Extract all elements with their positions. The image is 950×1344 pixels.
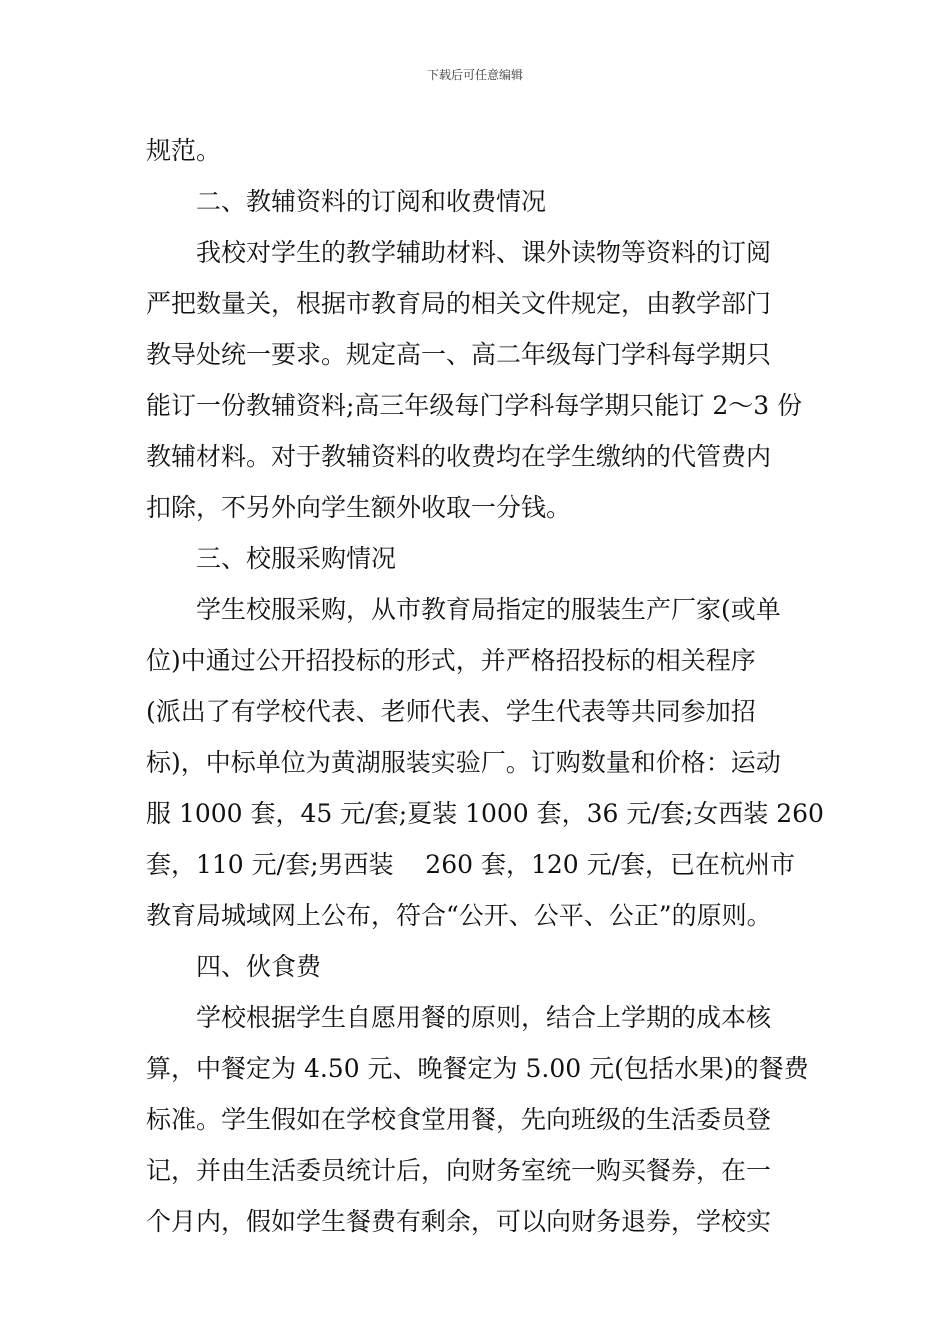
document-body <box>146 125 824 1247</box>
text-line: 教育局城域网上公布，符合“公开、公平、公正”的原则。 <box>146 901 772 930</box>
text-line: (派出了有学校代表、老师代表、学生代表等共同参加招 <box>146 697 756 726</box>
text-line: 规范。 <box>146 136 222 165</box>
text-line: 教辅材料。对于教辅资料的收费均在学生缴纳的代管费内 <box>146 442 772 471</box>
text-line: 学生校服采购，从市教育局指定的服装生产厂家(或单 <box>196 595 781 624</box>
text-line: 套，110 元/套;男西装 260 套，120 元/套，已在杭州市 <box>146 850 796 879</box>
text-line: 服 1000 套，45 元/套;夏装 1000 套，36 元/套;女西装 260 <box>146 799 824 828</box>
text-line: 教导处统一要求。规定高一、高二年级每门学科每学期只 <box>146 340 772 369</box>
section-heading: 四、伙食费 <box>196 952 322 981</box>
text-line: 学校根据学生自愿用餐的原则，结合上学期的成本核 <box>196 1003 772 1032</box>
text-line: 算，中餐定为 4.50 元、晚餐定为 5.00 元(包括水果)的餐费 <box>146 1054 809 1083</box>
text-line: 位)中通过公开招投标的形式，并严格招投标的相关程序 <box>146 646 756 675</box>
text-line: 个月内，假如学生餐费有剩余，可以向财务退券，学校实 <box>146 1207 772 1236</box>
text-line: 严把数量关，根据市教育局的相关文件规定，由教学部门 <box>146 289 772 318</box>
section-heading: 三、校服采购情况 <box>196 544 397 573</box>
text-line: 能订一份教辅资料;高三年级每门学科每学期只能订 2～3 份 <box>146 391 803 420</box>
text-line: 标准。学生假如在学校食堂用餐，先向班级的生活委员登 <box>146 1105 772 1134</box>
text-line: 扣除，不另外向学生额外收取一分钱。 <box>146 493 572 522</box>
text-line: 我校对学生的教学辅助材料、课外读物等资料的订阅 <box>196 238 772 267</box>
section-heading: 二、教辅资料的订阅和收费情况 <box>196 187 547 216</box>
text-line: 标)，中标单位为黄湖服装实验厂。订购数量和价格：运动 <box>146 748 781 777</box>
page-header-note: 下载后可任意编辑 <box>426 68 523 82</box>
text-line: 记，并由生活委员统计后，向财务室统一购买餐券，在一 <box>146 1156 772 1185</box>
